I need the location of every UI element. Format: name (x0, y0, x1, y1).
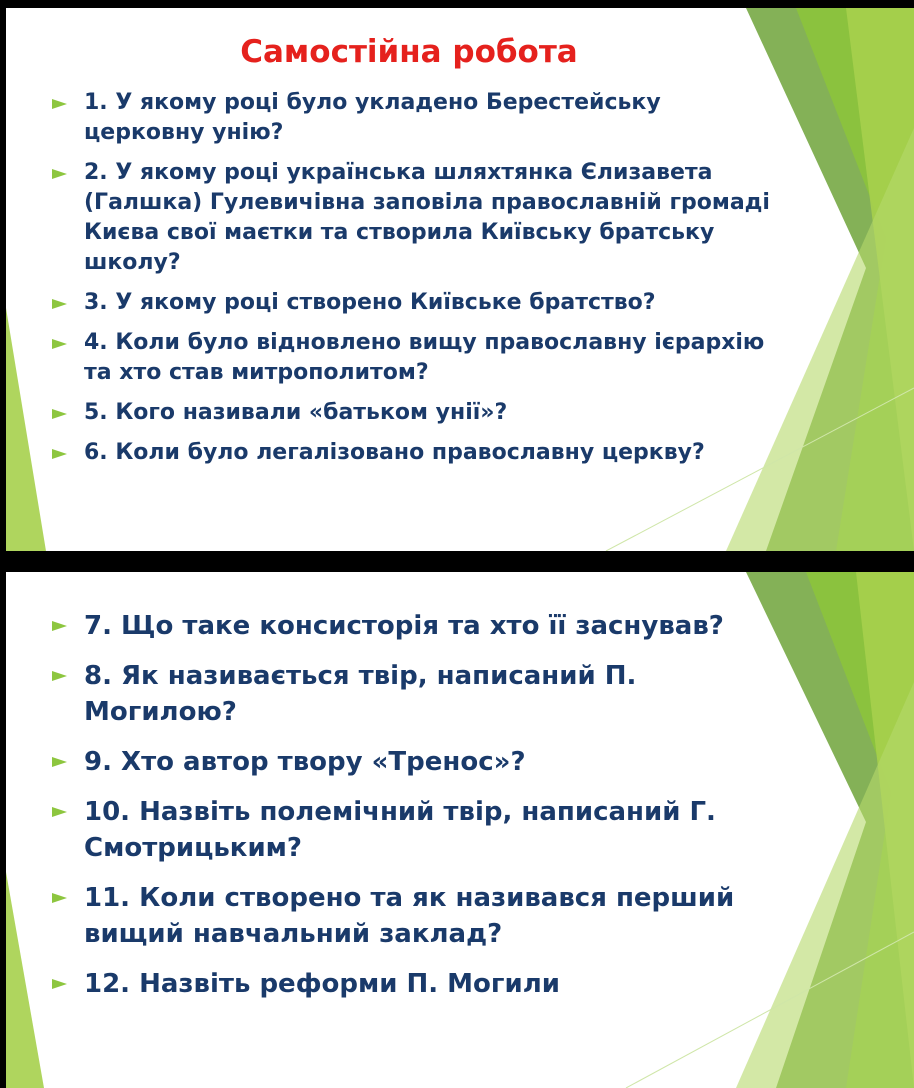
list-item (52, 608, 792, 644)
bullet-arrow-icon (52, 299, 67, 309)
list-item (52, 398, 772, 428)
question-text: 1. У якому році було укладено Берестейську церковну унію? (84, 90, 661, 145)
question-text: 9. Хто автор твору «Тренос»? (84, 747, 526, 777)
bullet-arrow-icon (52, 409, 67, 419)
slide-title: Самостійна робота (240, 34, 578, 70)
question-list (52, 608, 792, 1016)
question-text: 2. У якому році українська шляхтянка Єлизавета (Галшка) Гулевичівна заповіла православній громаді Києва свої маєтки та створила Київську братську школу? (84, 160, 770, 275)
question-text: 7. Що таке консисторія та хто її заснував? (84, 611, 724, 641)
bullet-arrow-icon (52, 893, 67, 903)
bullet-arrow-icon (52, 449, 67, 459)
slide-2 (6, 572, 914, 1088)
bullet-arrow-icon (52, 621, 67, 631)
bullet-arrow-icon (52, 671, 67, 681)
list-item (52, 658, 792, 730)
list-item (52, 744, 792, 780)
bullet-arrow-icon (52, 757, 67, 767)
slide-1 (6, 8, 914, 551)
bullet-arrow-icon (52, 339, 67, 349)
question-text: 11. Коли створено та як називався перший вищий навчальний заклад? (84, 883, 735, 949)
question-text: 4. Коли було відновлено вищу православну ієрархію та хто став митрополитом? (84, 330, 765, 385)
question-text: 6. Коли було легалізовано православну церкву? (84, 440, 705, 465)
question-text: 5. Кого називали «батьком унії»? (84, 400, 508, 425)
list-item (52, 438, 772, 468)
bullet-arrow-icon (52, 979, 67, 989)
bullet-arrow-icon (52, 169, 67, 179)
bullet-arrow-icon (52, 807, 67, 817)
question-text: 12. Назвіть реформи П. Могили (84, 969, 560, 999)
list-item (52, 158, 772, 278)
list-item (52, 794, 792, 866)
list-item (52, 880, 792, 952)
bullet-arrow-icon (52, 99, 67, 109)
list-item (52, 966, 792, 1002)
question-text: 10. Назвіть полемічний твір, написаний Г. Смотрицьким? (84, 797, 716, 863)
question-text: 8. Як називається твір, написаний П. Могилою? (84, 661, 637, 727)
list-item (52, 88, 772, 148)
list-item (52, 288, 772, 318)
list-item (52, 328, 772, 388)
question-list (52, 88, 772, 478)
question-text: 3. У якому році створено Київське братство? (84, 290, 656, 315)
